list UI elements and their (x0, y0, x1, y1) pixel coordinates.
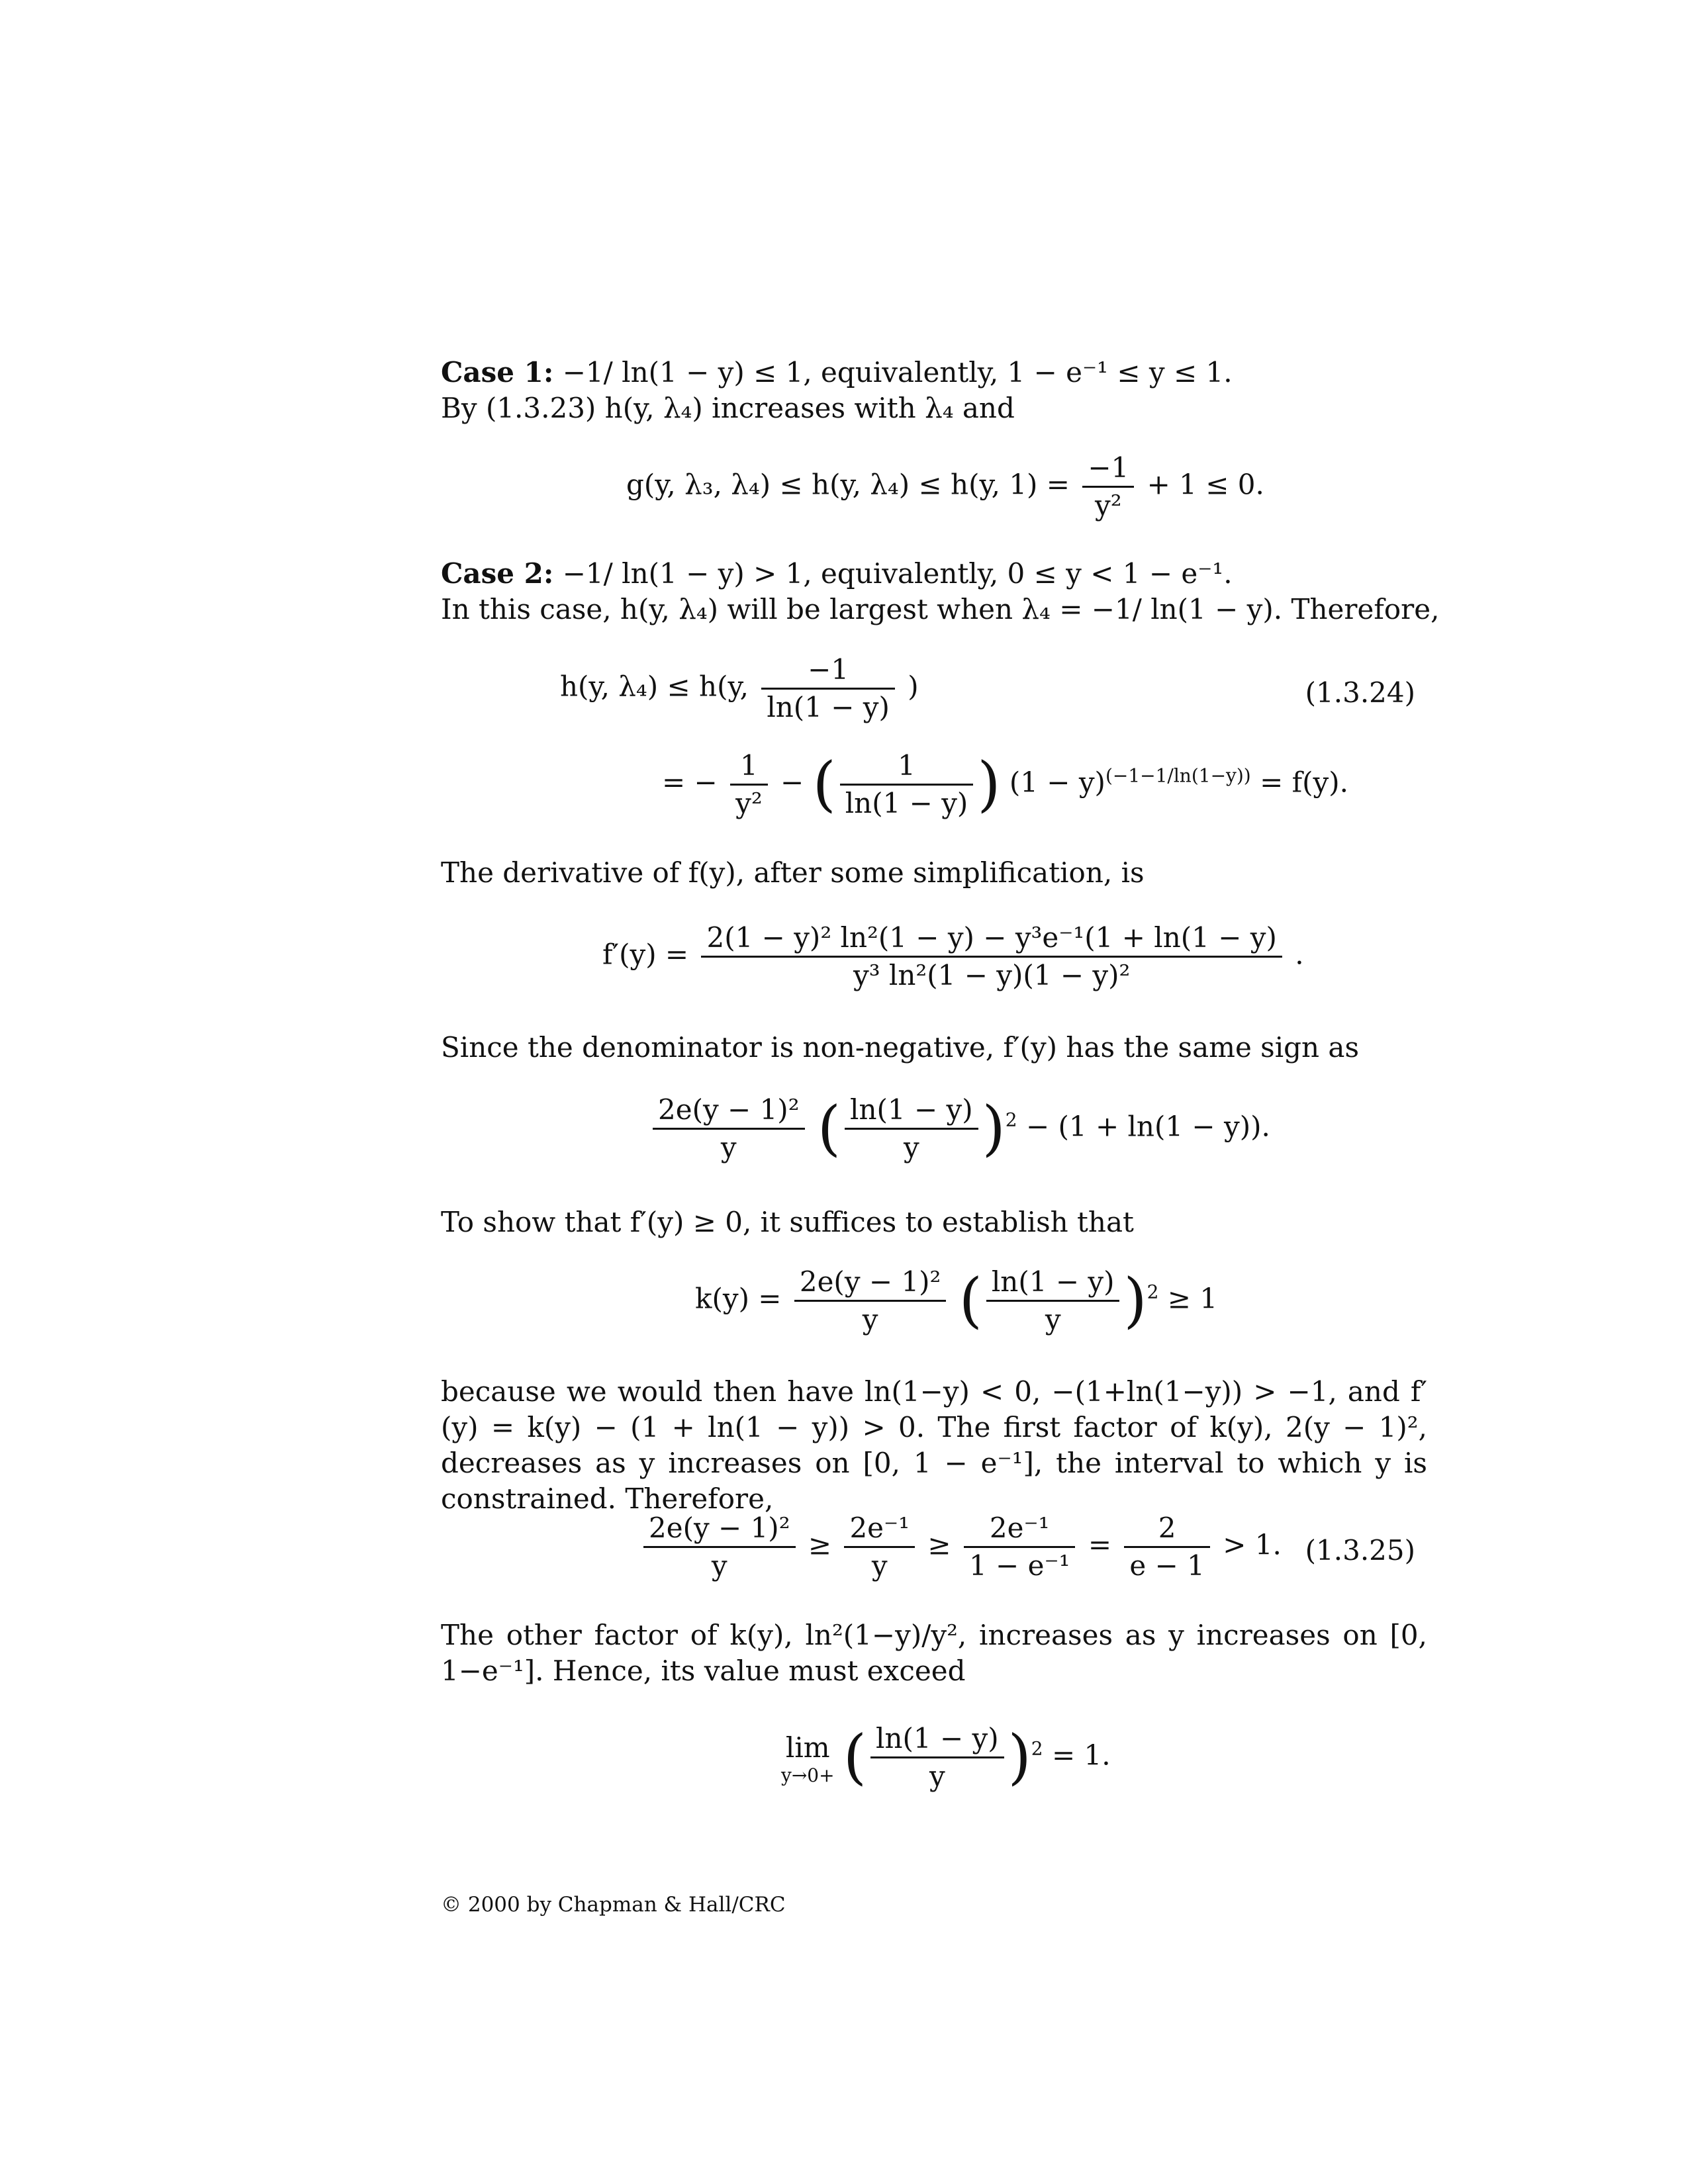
k-den1: y (862, 1303, 878, 1336)
eq1325-num2: 2e⁻¹ (844, 1510, 915, 1548)
paragraph-toshow: To show that f′(y) ≥ 0, it suffices to establish that (441, 1206, 1134, 1238)
lim-text: lim (785, 1731, 830, 1764)
eq1325-den4: e − 1 (1129, 1549, 1205, 1582)
eq1324-close: ) (908, 670, 919, 703)
fprime-den: y³ ln²(1 − y)(1 − y)² (853, 959, 1131, 991)
equation-label-1324: (1.3.24) (1305, 676, 1415, 709)
eq-case1-num: −1 (1082, 450, 1134, 488)
eq1324-den3: ln(1 − y) (845, 787, 968, 819)
equation-limit: lim y→0+ ( $\frac{\ln(1 - y)}{y}$ )$^2$ = 1. (781, 1721, 1111, 1794)
eq1324-fraction3 (840, 748, 974, 821)
k-fraction1 (794, 1264, 947, 1338)
eq1324-num3: 1 (840, 748, 974, 786)
k-num2: ln(1 − y) (986, 1264, 1120, 1302)
eq1324-den1: ln(1 − y) (767, 691, 890, 723)
sign-num2: ln(1 − y) (845, 1092, 978, 1130)
k-fraction2 (986, 1264, 1120, 1338)
sign-den2: y (903, 1131, 919, 1163)
eq1324-rhs: = f(y). (1260, 766, 1348, 799)
limit-operator (781, 1730, 835, 1786)
k-lhs: k(y) = (695, 1282, 782, 1315)
eq1325-geq1: ≥ (808, 1528, 832, 1561)
eq-case1-rhs: + 1 ≤ 0. (1147, 468, 1264, 501)
fprime-lhs: f′(y) = (602, 938, 689, 971)
eq1324-num1: −1 (761, 652, 895, 690)
equation-sign: $\frac{\text{2e(y − 1)²}}{y}$ ( $\frac{\ln(1 - y)}{y}$ )$^2$ − (1 + ln(1 − y)). (649, 1092, 1270, 1165)
eq1325-geq2: ≥ (927, 1528, 951, 1561)
eq1324-eq: = − (662, 766, 718, 799)
paragraph-denominator: Since the denominator is non-negative, f′(y) has the same sign as (441, 1031, 1360, 1064)
eq1324-fraction1 (761, 652, 895, 725)
lim-power: 2 (1031, 1737, 1043, 1760)
case1-line (441, 355, 1427, 390)
eq1325-fraction3 (964, 1510, 1075, 1584)
equation-1324-line1 (560, 652, 919, 725)
eq1325-den3: 1 − e⁻¹ (968, 1549, 1070, 1582)
case2-line2: In this case, h(y, λ₄) will be largest when λ₄ = −1/ ln(1 − y). Therefore, (441, 593, 1440, 625)
eq1324-den2: y² (735, 787, 763, 819)
lim-fraction (870, 1721, 1004, 1794)
sign-den1: y (720, 1131, 737, 1163)
case1-condition: −1/ ln(1 − y) ≤ 1, equivalently, 1 − e⁻¹ ≤ y ≤ 1. (562, 356, 1233, 388)
fprime-end: . (1295, 938, 1304, 971)
eq1325-rhs: > 1. (1223, 1528, 1282, 1561)
k-rhs: ≥ 1 (1167, 1282, 1218, 1315)
equation-1325 (639, 1510, 1282, 1584)
eq1325-fraction4 (1124, 1510, 1209, 1584)
lim-sub: y→0+ (781, 1764, 835, 1786)
eq-case1-fraction (1082, 450, 1134, 523)
fprime-fraction (701, 920, 1282, 993)
eq1324-base: (1 − y) (1009, 766, 1105, 799)
k-power: 2 (1147, 1281, 1159, 1303)
case1-line2: By (1.3.23) h(y, λ₄) increases with λ₄ and (441, 392, 1015, 424)
eq1324-exponent: (−1−1/ln(1−y)) (1105, 764, 1251, 787)
lim-den: y (929, 1760, 945, 1792)
paragraph-derivative: The derivative of f(y), after some simplification, is (441, 856, 1145, 889)
case1-heading: Case 1: (441, 356, 554, 388)
case2-condition: −1/ ln(1 − y) > 1, equivalently, 0 ≤ y < 1 − e⁻¹. (562, 557, 1233, 590)
k-den2: y (1045, 1303, 1061, 1336)
k-num1: 2e(y − 1)² (794, 1264, 947, 1302)
eq-case1-den: y² (1095, 489, 1122, 522)
sign-power: 2 (1005, 1109, 1017, 1131)
equation-label-1325: (1.3.25) (1305, 1534, 1415, 1567)
sign-fraction2 (845, 1092, 978, 1165)
eq1325-eq: = (1088, 1528, 1112, 1561)
eq1325-den2: y (871, 1549, 888, 1582)
eq1324-num2: 1 (730, 748, 768, 786)
sign-rhs: − (1 + ln(1 − y)). (1025, 1110, 1270, 1143)
eq1325-num1: 2e(y − 1)² (643, 1510, 796, 1548)
eq1324-fraction2 (730, 748, 768, 821)
equation-fprime (602, 920, 1304, 993)
eq1325-den1: y (711, 1549, 727, 1582)
eq1325-num3: 2e⁻¹ (964, 1510, 1075, 1548)
eq1325-fraction1 (643, 1510, 796, 1584)
sign-fraction1 (653, 1092, 805, 1165)
paragraph-because: because we would then have ln(1−y) < 0, −(1+ln(1−y)) > −1, and f′(y) = k(y) − (1 + ln(1 − y)) > 0. The first factor of k(y), 2(y − 1)², decreases as y increases on [0, 1 − e⁻¹], the interval to which y is constrained. Therefore, (441, 1375, 1427, 1515)
equation-1324-line2: = − $\frac{1}{\text{y²}}$ − ( $\frac{1}{\ln(1 - y)}$ ) $(1 - y)^{(-1-1/ln(1-y))} = f(y)$. (662, 748, 1348, 821)
case2-heading: Case 2: (441, 557, 554, 590)
sign-num1: 2e(y − 1)² (653, 1092, 805, 1130)
eq-case1-lhs: g(y, λ₃, λ₄) ≤ h(y, λ₄) ≤ h(y, 1) = (626, 468, 1070, 501)
paragraph-other: The other factor of k(y), ln²(1−y)/y², increases as y increases on [0, 1−e⁻¹]. Hence, its value must exceed (441, 1619, 1427, 1687)
eq1325-fraction2 (844, 1510, 915, 1584)
case2-line (441, 556, 1427, 592)
equation-case1 (626, 450, 1264, 523)
eq1324-lhs: h(y, λ₄) ≤ h(y, (560, 670, 749, 703)
copyright-footer: © 2000 by Chapman & Hall/CRC (441, 1893, 786, 1917)
fprime-num: 2(1 − y)² ln²(1 − y) − y³e⁻¹(1 + ln(1 − y) (701, 920, 1282, 958)
lim-rhs: = 1. (1051, 1739, 1111, 1772)
eq1324-minus: − (780, 766, 804, 799)
lim-num: ln(1 − y) (870, 1721, 1004, 1758)
eq1325-num4: 2 (1124, 1510, 1209, 1548)
equation-k: k(y) = $\frac{\text{2e(y − 1)²}}{y}$ ( $\frac{\ln(1 - y)}{y}$ )$^2$ ≥ 1 (695, 1264, 1217, 1338)
